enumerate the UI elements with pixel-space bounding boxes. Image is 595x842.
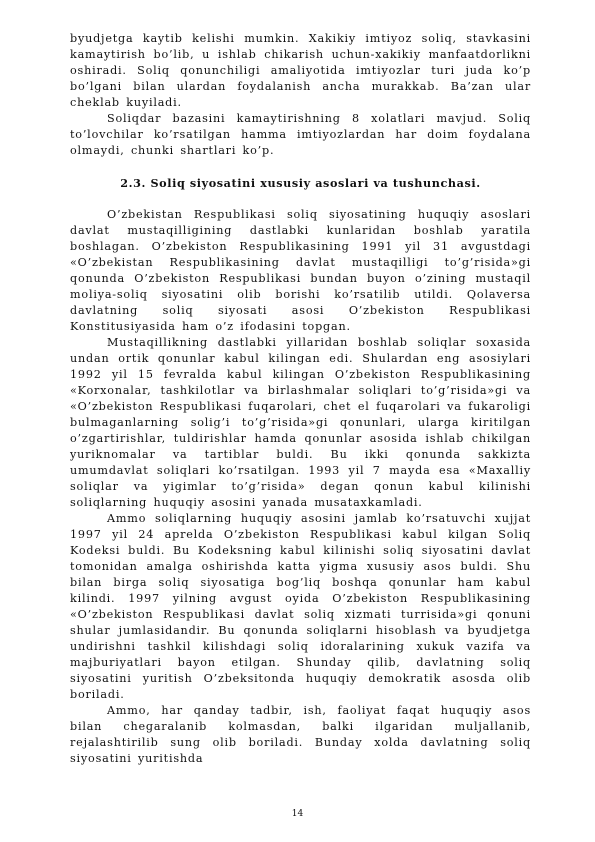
paragraph: Ammo soliqlarning huquqiy asosini jamlab ko’rsatuvchi xujjat 1997 yil 24 aprelda O’zbekiston Respublikasi kabul kilgan Soliq Kodeksi buldi. Bu Kodeksning kabul kilinishi soliq siyosatini davlat tomonidan amalga oshirishda katta yigma xususiy asos buldi. Shu bilan birga soliq siyosatiga bog’liq boshqa qonunlar ham kabul kilindi. 1997 yilning avgust oyida O’zbekiston Respublikasining «O’zbekiston Respublikasi davlat soliq xizmati turrisida»gi qonuni shular jumlasidandir. Bu qonunda soliqlarni hisoblash va byudjetga undirishni tashkil kilishdagi soliq idoralarining xukuk vazifa va majburiyatlari bayon etilgan. Shunday qilib, davlatning soliq siyosatini yuritish O’zbeksitonda huquqiy demokratik asosda olib boriladi. [70,512,531,701]
paragraph: byudjetga kaytib kelishi mumkin. Xakikiy imtiyoz soliq, stavkasini kamaytirish bo’lib, u ishlab chikarish uchun-xakikiy manfaatdorlikni oshiradi. Soliq qonunchiligi amaliyotida imtiyozlar turi juda ko’p bo’lgani bilan ulardan foydalanish ancha murakkab. Ba’zan ular cheklab kuyiladi. [70,32,531,109]
paragraph: Ammo, har qanday tadbir, ish, faoliyat faqat huquqiy asos bilan chegaralanib kolmasdan, balki ilgaridan muljallanib, rejalashtirilib sung olib boriladi. Bunday xolda davlatning soliq siyosatini yuritishda [70,704,531,765]
section-heading: 2.3. Soliq siyosatini xususiy asoslari va tushunchasi. [120,176,481,190]
document-page [70,31,531,767]
paragraph: O’zbekistan Respublikasi soliq siyosatining huquqiy asoslari davlat mustaqilligining dastlabki kunlaridan boshlab yaratila boshlagan. O’zbekiston Respublikasining 1991 yil 31 avgustdagi «O’zbekistan Respublikasining davlat mustaqilligi to’g’risida»gi qonunda O’zbekiston Respublikasi bundan buyon o’zining mustaqil moliya-soliq siyosatini olib borishi ko’rsatilib utildi. Qolaversa davlatning soliq siyosati asosi O’zbekiston Respublikasi Konstitusiyasida ham o’z ifodasini topgan. [70,208,531,333]
paragraph: Soliqdar bazasini kamaytirishning 8 xolatlari mavjud. Soliq to’lovchilar ko’rsatilgan hamma imtiyozlardan har doim foydalana olmaydi, chunki shartlari ko’p. [70,112,531,157]
paragraph: Mustaqillikning dastlabki yillaridan boshlab soliqlar soxasida undan ortik qonunlar kabul kilingan edi. Shulardan eng asosiylari 1992 yil 15 fevralda kabul kilingan O’zbekiston Respublikasining «Korxonalar, tashkilotlar va birlashmalar soliqlari to’g’risida»gi va «O’zbekiston Respublikasi fuqarolari, chet el fuqarolari va fukaroligi bulmaganlarning solig’i to’g’risida»gi qonunlari, ularga kiritilgan o’zgartirishlar, tuldirishlar hamda qonunlar asosida ishlab chikilgan yuriknomalar va tartiblar buldi. Bu ikki qonunda sakkizta umumdavlat soliqlari ko’rsatilgan. 1993 yil 7 mayda esa «Maxalliy soliqlar va yigimlar to’g’risida» degan qonun kabul kilinishi soliqlarning huquqiy asosini yanada musataxkamladi. [70,336,531,509]
page-number: 14 [291,809,304,819]
